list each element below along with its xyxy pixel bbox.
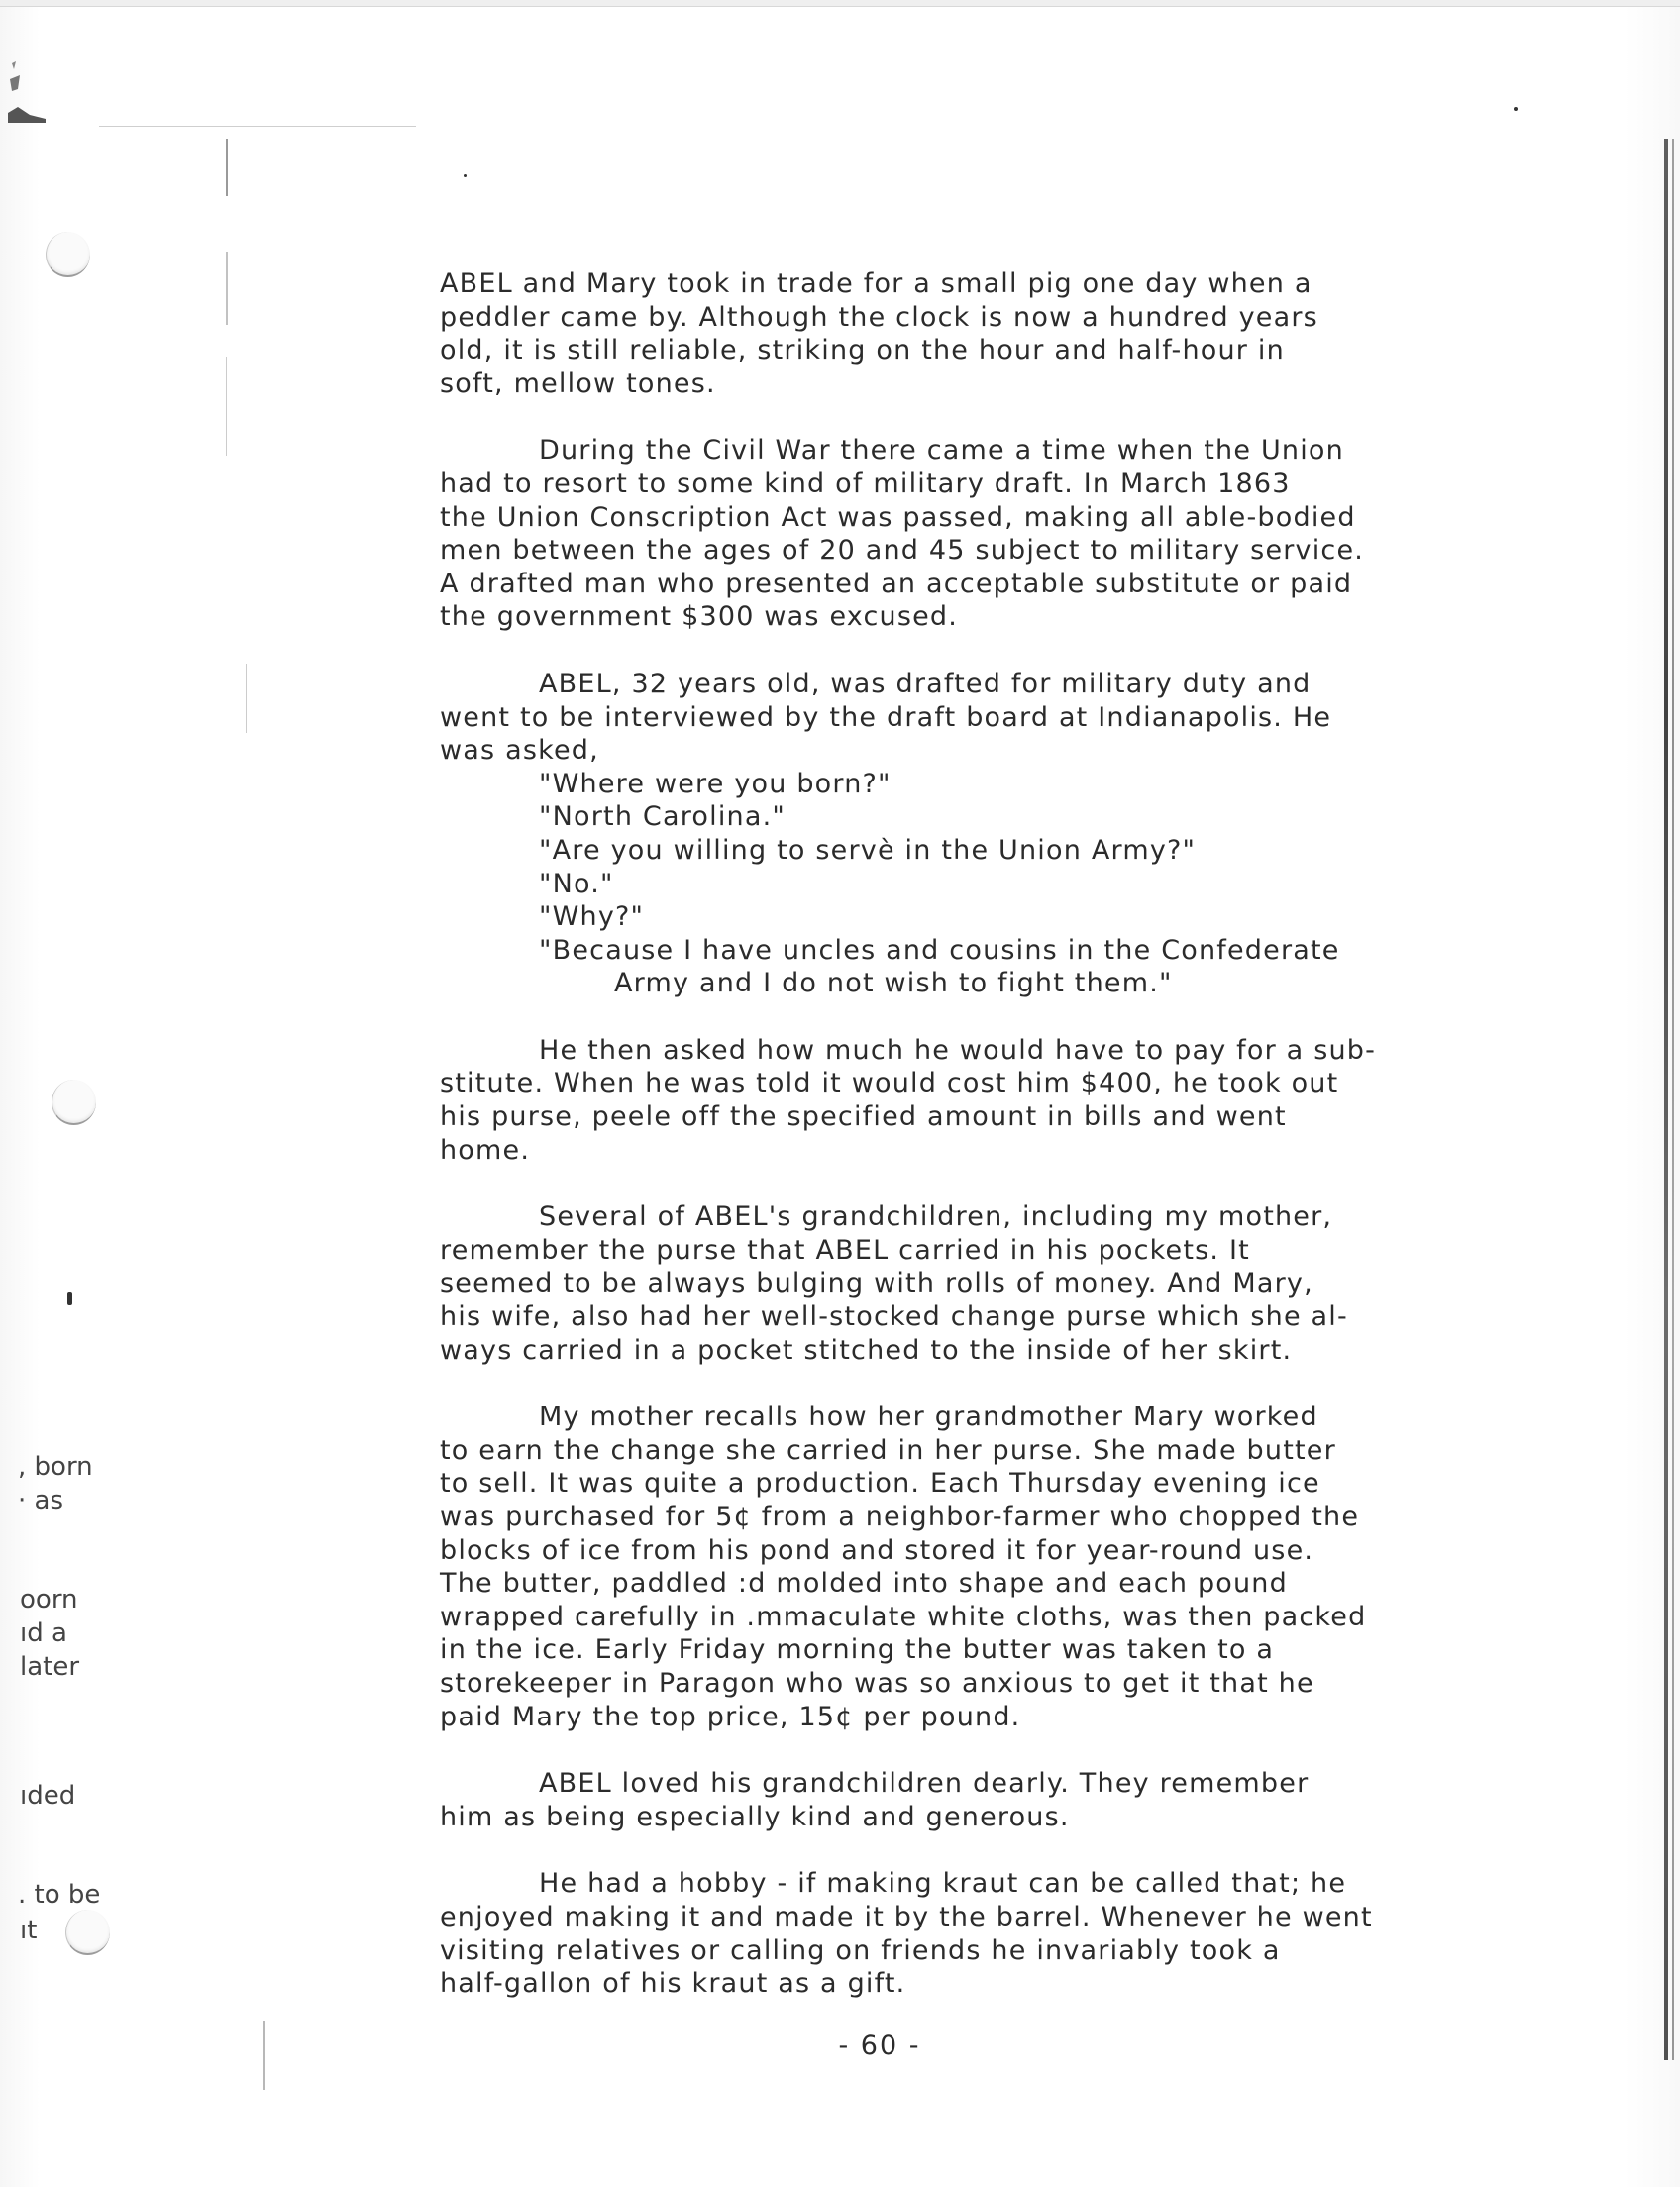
text-line: old, it is still reliable, striking on the hour and half-hour in [440,335,1285,366]
small-dot [464,174,467,177]
margin-mark [67,1292,72,1305]
dialogue-line: "North Carolina." [539,801,787,833]
text-line: him as being especially kind and generous. [440,1801,1070,1832]
text-line: ABEL, 32 years old, was drafted for military duty and [539,668,1312,699]
text-line: ways carried in a pocket stitched to the inside of her skirt. [440,1334,1293,1366]
text-line: He then asked how much he would have to pay for a sub- [539,1034,1377,1066]
right-edge-shadow [1664,139,1668,2060]
page-number: - 60 - [838,2031,921,2061]
text-line: home. [440,1134,531,1166]
text-line: half-gallon of his kraut as a gift. [440,1968,906,2000]
margin-text-fragment: oorn [20,1585,78,1614]
paragraph-substitute [440,1034,1510,1167]
text-line: storekeeper in Paragon who was so anxious to get it that he [440,1667,1314,1699]
text-line: the government $300 was excused. [440,601,959,633]
text-line: was purchased for 5¢ from a neighbor-farmer who chopped the [440,1502,1360,1532]
binder-line-segment [246,664,247,733]
text-line: My mother recalls how her grandmother Mary worked [539,1402,1318,1433]
binder-line-segment [226,357,227,456]
text-line: his wife, also had her well-stocked change purse which she al- [440,1302,1348,1333]
paragraph-clock [440,267,1510,400]
text-line: Several of ABEL's grandchildren, including my mother, [539,1201,1333,1233]
margin-text-fragment: , born [18,1452,93,1482]
paragraph-kraut [440,1867,1510,2000]
text-line: ABEL loved his grandchildren dearly. They remember [539,1768,1310,1800]
draft-board-dialogue [440,768,1510,1000]
text-line: During the Civil War there came a time when the Union [539,435,1344,467]
text-line: blocks of ice from his pond and stored it for year-round use. [440,1534,1314,1566]
binder-line-segment [226,252,228,325]
text-line: seemed to be always bulging with rolls of money. And Mary, [440,1268,1313,1300]
page-body-text [440,267,1510,2034]
text-line: to earn the change she carried in her purse. She made butter [440,1434,1336,1466]
right-edge-shadow-thin [1672,139,1674,2060]
text-line: men between the ages of 20 and 45 subject to military service. [440,535,1365,567]
text-line: went to be interviewed by the draft board at Indianapolis. He [440,701,1332,733]
dialogue-line: "Are you willing to servè in the Union Army?" [539,834,1197,866]
margin-text-fragment: . to be [18,1880,101,1910]
margin-text-fragment: later [20,1652,80,1682]
text-line: visiting relatives or calling on friends he invariably took a [440,1934,1281,1966]
dialogue-line: "Where were you born?" [539,768,892,799]
dialogue-line: "Because I have uncles and cousins in the Confederate [539,934,1340,966]
corner-smudge-mark [6,55,46,125]
binder-hole-middle [52,1080,96,1125]
binder-hole-top [46,232,90,277]
text-line: had to resort to some kind of military draft. In March 1863 [440,468,1291,499]
top-right-dot [1514,107,1518,111]
binder-hole-bottom [65,1910,110,1955]
text-line: soft, mellow tones. [440,367,716,399]
text-line: was asked, [440,735,599,767]
paragraph-butter [440,1401,1510,1733]
margin-text-fragment: ıd a [20,1618,67,1648]
paragraph-drafted [440,668,1510,768]
paragraph-civil-war [440,434,1510,634]
paragraph-grandchildren [440,1767,1510,1833]
page-top-edge [0,0,1680,7]
dialogue-line: "Why?" [539,901,645,933]
text-line: A drafted man who presented an acceptable substitute or paid [440,568,1353,599]
text-line: The butter, paddled :d molded into shape and each pound [440,1568,1288,1600]
margin-text-fragment: ıt [20,1916,38,1945]
text-line: He had a hobby - if making kraut can be called that; he [539,1868,1347,1900]
text-line: wrapped carefully in .mmaculate white cloths, was then packed [440,1601,1367,1632]
text-line: paid Mary the top price, 15¢ per pound. [440,1701,1021,1732]
text-line: his purse, peele off the specified amount in bills and went [440,1101,1287,1133]
binder-line-segment [226,139,228,196]
margin-text-fragment: ıded [20,1781,76,1811]
text-line: peddler came by. Although the clock is now a hundred years [440,301,1318,333]
text-line: the Union Conscription Act was passed, making all able-bodied [440,501,1356,533]
text-line: to sell. It was quite a production. Each Thursday evening ice [440,1468,1320,1500]
text-line: in the ice. Early Friday morning the butter was taken to a [440,1634,1275,1666]
text-line: stitute. When he was told it would cost him $400, he took out [440,1068,1339,1099]
text-line: enjoyed making it and made it by the barrel. Whenever he went [440,1901,1373,1932]
text-line: ABEL and Mary took in trade for a small pig one day when a [440,268,1312,299]
dialogue-line: Army and I do not wish to fight them." [614,968,1173,999]
text-line: remember the purse that ABEL carried in his pockets. It [440,1234,1250,1266]
dialogue-line: "No." [539,868,614,899]
margin-text-fragment: · as [18,1486,64,1515]
top-margin-dash [99,126,416,127]
paragraph-purse [440,1200,1510,1367]
